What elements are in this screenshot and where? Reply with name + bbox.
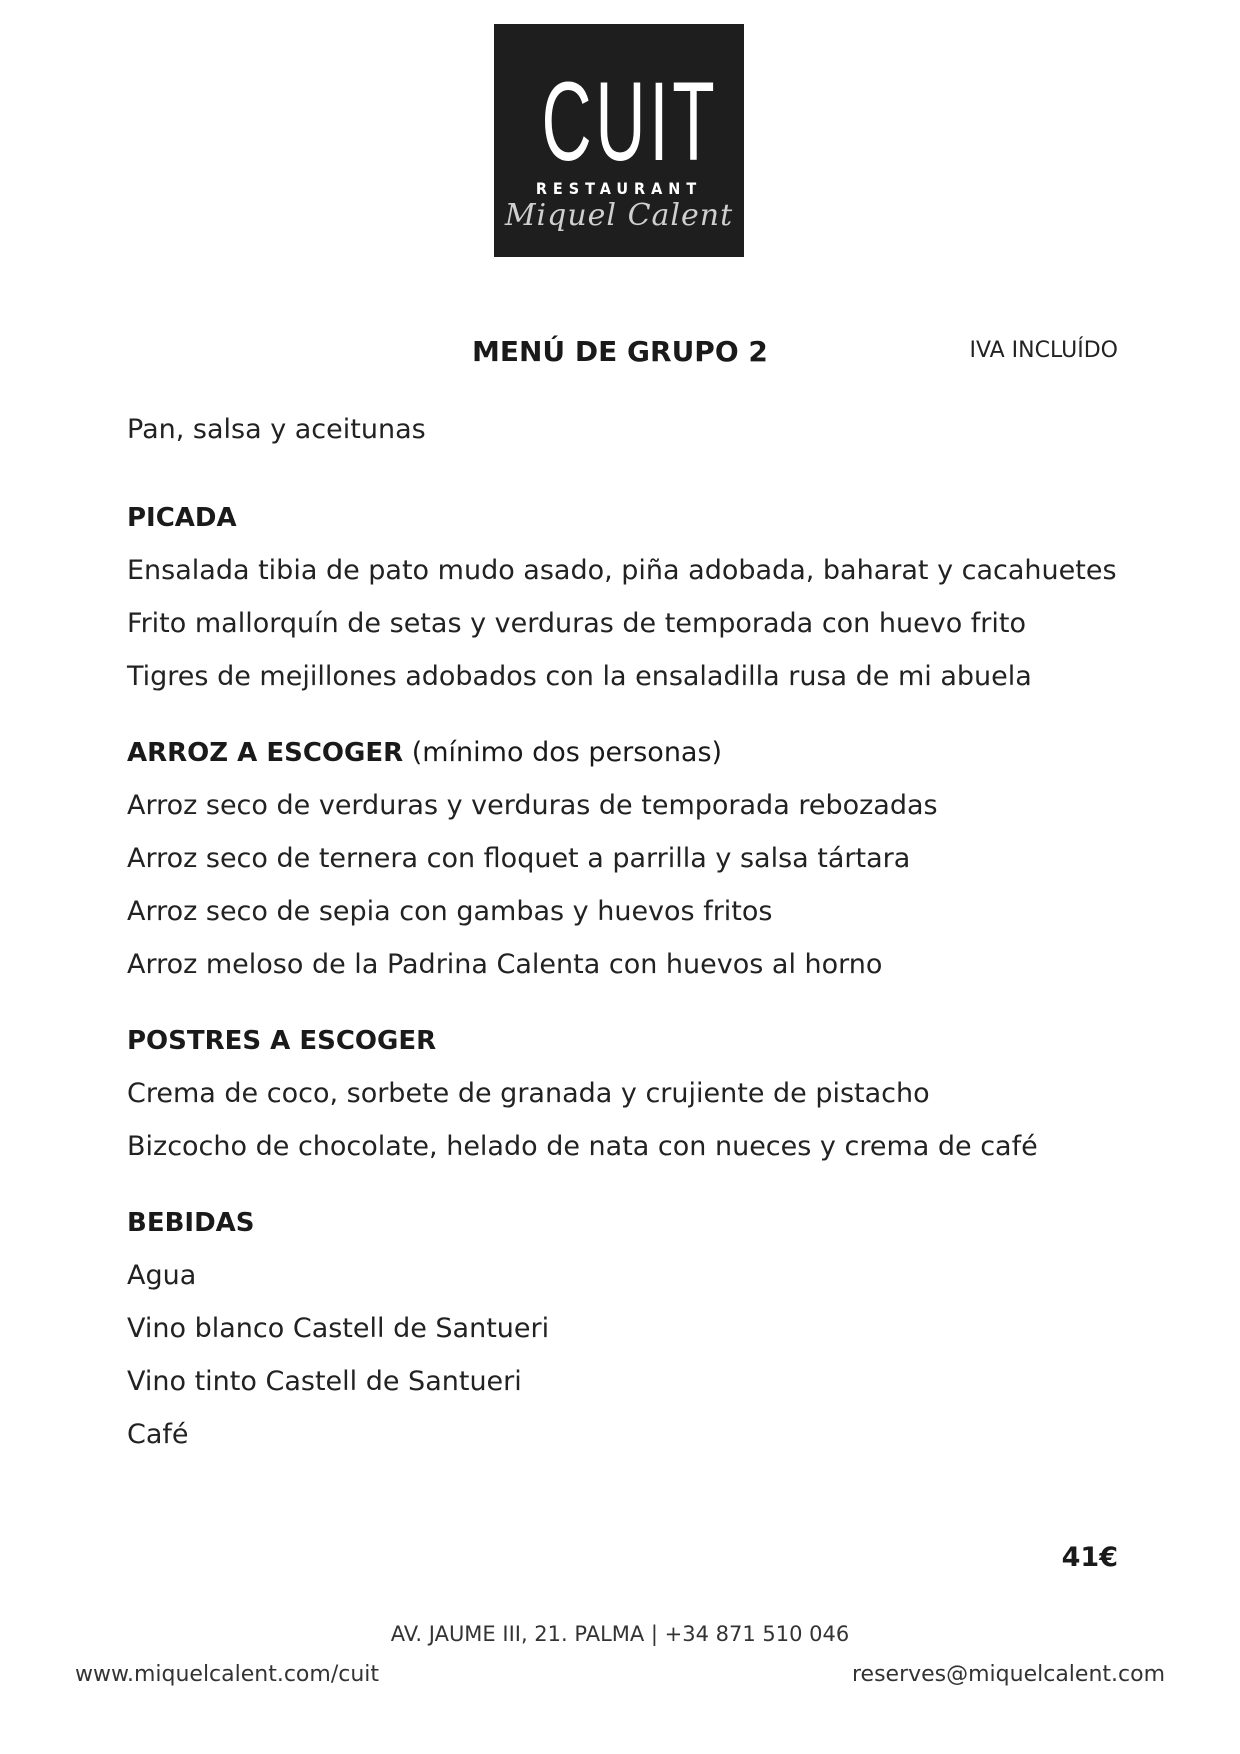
- section-picada: [127, 501, 1117, 694]
- intro-line: Pan, salsa y aceitunas: [127, 414, 426, 445]
- logo-subtitle: RESTAURANT: [535, 179, 703, 198]
- section-bebidas: [127, 1206, 1117, 1452]
- menu-item: Agua: [127, 1260, 197, 1291]
- logo-wordmark: CUIT: [541, 59, 719, 184]
- menu-title: MENÚ DE GRUPO 2: [472, 335, 768, 368]
- menu-price: 41€: [1061, 1542, 1118, 1573]
- footer-website-link[interactable]: www.miquelcalent.com/cuit: [75, 1662, 380, 1687]
- menu-item: Café: [127, 1419, 189, 1450]
- section-heading: PICADA: [127, 503, 237, 533]
- menu-item: Vino blanco Castell de Santueri: [127, 1313, 550, 1344]
- menu-item: Tigres de mejillones adobados con la ensaladilla rusa de mi abuela: [127, 661, 1032, 692]
- menu-item: Vino tinto Castell de Santueri: [127, 1366, 522, 1397]
- menu-item: Arroz meloso de la Padrina Calenta con huevos al horno: [127, 949, 883, 980]
- footer-email-link[interactable]: reserves@miquelcalent.com: [851, 1662, 1165, 1687]
- restaurant-logo: [494, 24, 744, 257]
- menu-item: Frito mallorquín de setas y verduras de temporada con huevo frito: [127, 608, 1027, 639]
- menu-item: Arroz seco de verduras y verduras de temporada rebozadas: [127, 790, 938, 821]
- section-note: (mínimo dos personas): [403, 737, 723, 768]
- menu-content: [127, 412, 1117, 1494]
- logo-signature: Miquel Calent: [504, 198, 734, 233]
- section-postres: [127, 1024, 1117, 1164]
- menu-item: Arroz seco de sepia con gambas y huevos fritos: [127, 896, 773, 927]
- section-arroz: [127, 736, 1117, 982]
- menu-item: Crema de coco, sorbete de granada y crujiente de pistacho: [127, 1078, 930, 1109]
- section-heading: ARROZ A ESCOGER (mínimo dos personas): [127, 737, 723, 768]
- section-heading: BEBIDAS: [127, 1208, 255, 1238]
- menu-item: Arroz seco de ternera con floquet a parrilla y salsa tártara: [127, 843, 911, 874]
- footer-address: AV. JAUME III, 21. PALMA | +34 871 510 046: [390, 1622, 850, 1646]
- vat-note: IVA INCLUÍDO: [969, 338, 1118, 363]
- section-heading: POSTRES A ESCOGER: [127, 1026, 437, 1056]
- menu-item: Ensalada tibia de pato mudo asado, piña adobada, baharat y cacahuetes: [127, 555, 1117, 586]
- menu-item: Bizcocho de chocolate, helado de nata con nueces y crema de café: [127, 1131, 1038, 1162]
